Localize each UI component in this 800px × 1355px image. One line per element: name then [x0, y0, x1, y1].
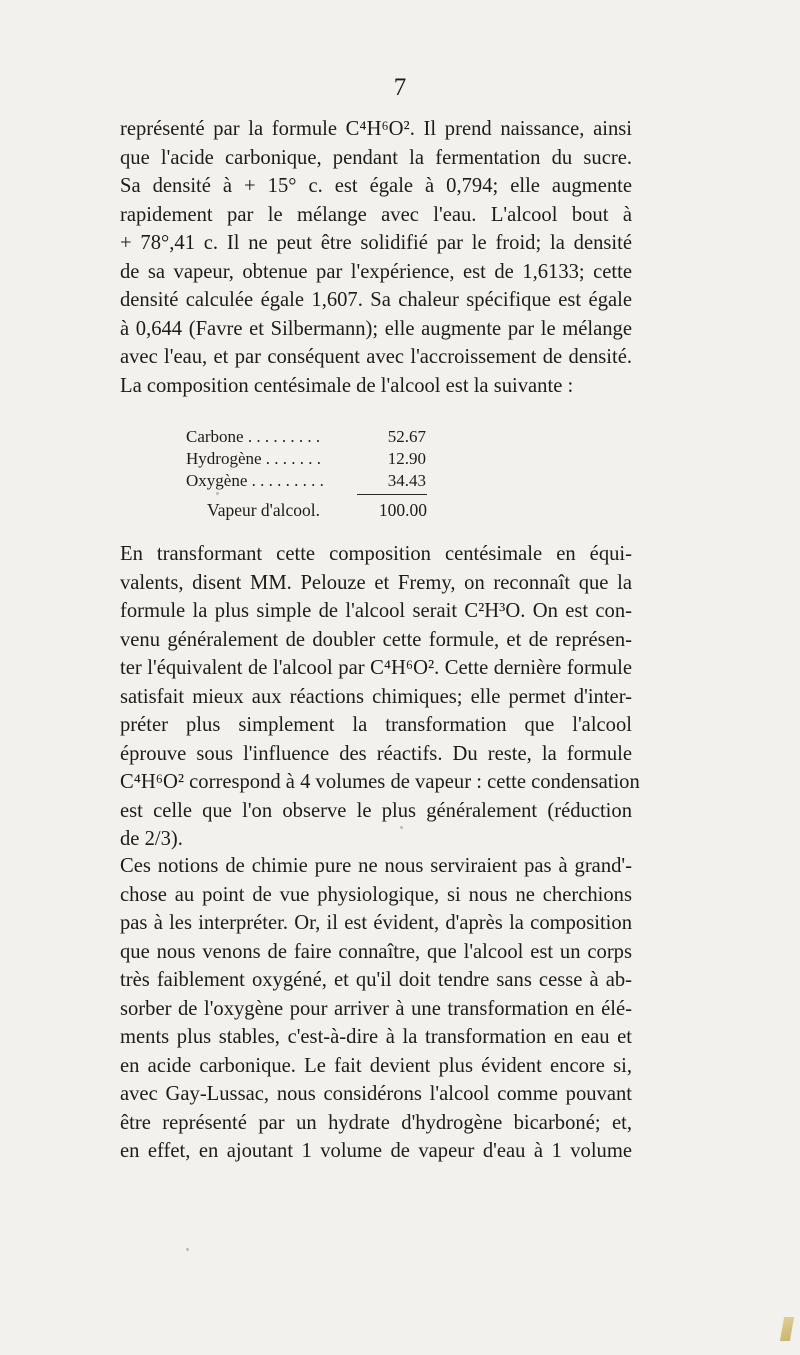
page-number: 7	[393, 74, 407, 101]
text-line: ter l'équivalent de l'alcool par C⁴H⁶O². Cette dernière formule	[120, 657, 632, 679]
text-line: pas à les interpréter. Or, il est évident, d'après la composition	[120, 912, 632, 934]
text-line: à 0,644 (Favre et Silbermann); elle augmente par le mélange	[120, 317, 632, 340]
text-line: que nous venons de faire connaître, que l'alcool est un corps	[120, 940, 632, 963]
element-label: Carbone . . . . . . . . .	[186, 427, 321, 446]
element-label: Hydrogène . . . . . . .	[186, 449, 322, 468]
text-line: avec Gay-Lussac, nous considérons l'alcool comme pouvant	[120, 1083, 632, 1105]
total-label: Vapeur d'alcool.	[207, 500, 320, 520]
text-line: de 2/3).	[120, 828, 183, 850]
text-line: ments plus stables, c'est-à-dire à la transformation en eau et	[120, 1026, 632, 1048]
text-line: préter plus simplement la transformation que l'alcool	[120, 714, 632, 736]
table-total-row	[207, 500, 427, 521]
text-line: représenté par la formule C⁴H⁶O². Il prend naissance, ainsi	[120, 118, 632, 140]
text-line: sorber de l'oxygène pour arriver à une transformation en élé-	[120, 997, 632, 1020]
text-line: en effet, en ajoutant 1 volume de vapeur d'eau à 1 volume	[120, 1140, 632, 1162]
paragraph-2	[120, 540, 640, 854]
element-label: Oxygène . . . . . . . . .	[186, 471, 324, 490]
text-line: + 78°,41 c. Il ne peut être solidifié par le froid; la densité	[120, 232, 632, 254]
text-line: En transformant cette composition centésimale en équi-	[120, 543, 632, 565]
paper-speck	[400, 826, 403, 829]
text-line: densité calculée égale 1,607. Sa chaleur spécifique est égale	[120, 289, 632, 311]
page-corner-stain	[780, 1317, 794, 1341]
text-line: chose au point de vue physiologique, si nous ne cherchions	[120, 883, 632, 906]
text-line: rapidement par le mélange avec l'eau. L'alcool bout à	[120, 203, 632, 226]
element-value: 12.90	[387, 449, 426, 468]
text-line: valents, disent MM. Pelouze et Fremy, on reconnaît que la	[120, 571, 632, 594]
text-line: satisfait mieux aux réactions chimiques; elle permet d'inter-	[120, 685, 632, 708]
text-line: La composition centésimale de l'alcool est la suivante :	[120, 374, 574, 397]
paragraph-3	[120, 852, 632, 1166]
text-line: C⁴H⁶O² correspond à 4 volumes de vapeur : cette condensation	[120, 771, 640, 793]
element-value: 52.67	[387, 427, 426, 446]
element-value: 34.43	[387, 471, 426, 490]
text-line: venu généralement de doubler cette formule, et de représen-	[120, 628, 632, 651]
table-row	[186, 426, 426, 448]
text-line: est celle que l'on observe le plus généralement (réduction	[120, 799, 632, 822]
table-row	[186, 470, 426, 492]
text-line: que l'acide carbonique, pendant la fermentation du sucre.	[120, 146, 632, 169]
text-line: de sa vapeur, obtenue par l'expérience, est de 1,6133; cette	[120, 260, 632, 283]
total-value: 100.00	[378, 500, 427, 520]
composition-table	[186, 426, 426, 492]
text-line: Ces notions de chimie pure ne nous serviraient pas à grand'-	[120, 855, 632, 877]
paragraph-1	[120, 115, 632, 400]
text-line: formule la plus simple de l'alcool serait C²H³O. On est con-	[120, 600, 632, 622]
text-line: avec l'eau, et par conséquent avec l'accroissement de densité.	[120, 346, 632, 368]
paper-speck	[186, 1248, 189, 1251]
table-row	[186, 448, 426, 470]
text-line: très faiblement oxygéné, et qu'il doit tendre sans cesse à ab-	[120, 969, 632, 991]
text-line: être représenté par un hydrate d'hydrogène bicarboné; et,	[120, 1111, 632, 1134]
text-line: Sa densité à + 15° c. est égale à 0,794; elle augmente	[120, 175, 632, 197]
sum-rule	[357, 494, 427, 495]
text-line: éprouve sous l'influence des réactifs. Du reste, la formule	[120, 742, 632, 765]
paper-speck	[216, 492, 219, 495]
text-line: en acide carbonique. Le fait devient plus évident encore si,	[120, 1054, 632, 1077]
